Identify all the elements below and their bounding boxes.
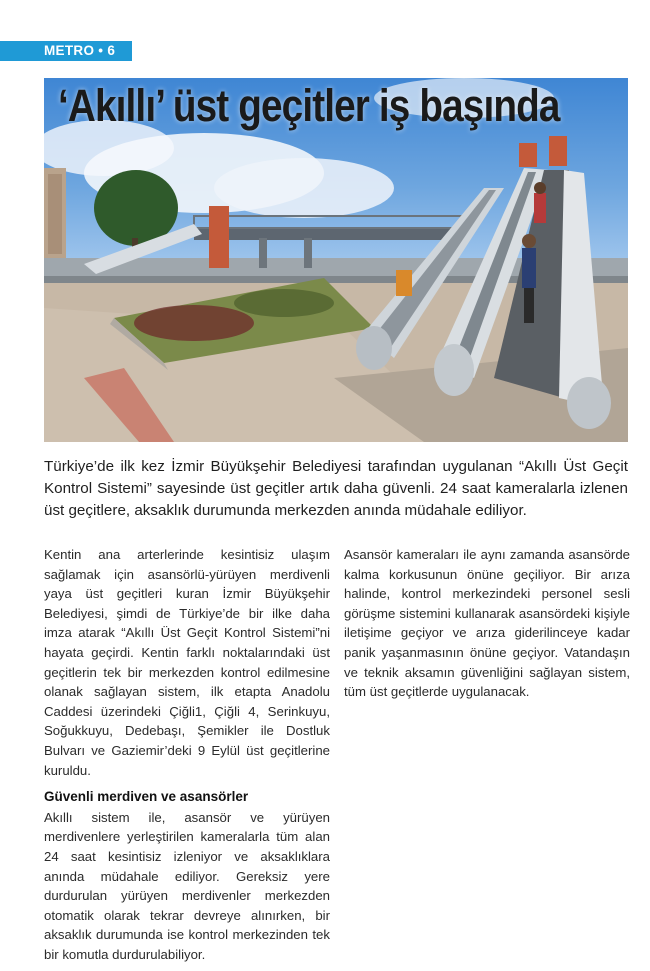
body-column-left <box>44 545 330 971</box>
body-paragraph-3: Asansör kameraları ile aynı zamanda asansörde kalma korkusunun önüne geçiliyor. Bir arıza halinde, kontrol merkezindeki personel sesli görüşme sistemini kullanarak asansördeki kişiyle iletişime geçiyor ve arıza giderilinceye kadar panik yaşanmasının önüne geçiyor. Vatandaşın ve teknik aksamın güvenliğini sağlayan sistem, tüm üst geçitlerde uygulanacak. <box>344 547 630 700</box>
body-column-right <box>344 545 630 709</box>
lead-paragraph: Türkiye’de ilk kez İzmir Büyükşehir Belediyesi tarafından uygulanan “Akıllı Üst Geçit Kontrol Sistemi” sayesinde üst geçitler artık daha güvenli. 24 saat kameralarla izlenen üst geçitlere, aksaklık durumunda merkezden anında müdahale ediliyor. <box>44 458 628 519</box>
body-paragraph-1: Kentin ana arterlerinde kesintisiz ulaşım sağlamak için asansörlü-yürüyen merdivenli yaya üst geçitleri kuran İzmir Büyükşehir Belediyesi, şimdi de Türkiye’de bir ilke daha imza atarak “Akıllı Üst Geçit Kontrol Sistemi”ni hayata geçirdi. Kentin farklı noktalarındaki üst geçitlerin tek bir merkezden kontrol edilmesine olanak sağlayan sistem, ilk etapta Anadolu Caddesi üzerindeki Çiğli1, Çiğli 4, Serinkuyu, Soğukkuyu, Dedebaşı, Şemikler ile Dostluk Bulvarı ve Gaziemir’deki 9 Eylül üst geçitlerine kuruldu. <box>44 547 330 778</box>
headline: ‘Akıllı’ üst geçitler iş başında <box>58 80 560 131</box>
body-paragraph-2: Akıllı sistem ile, asansör ve yürüyen merdivenlere yerleştirilen kameralarla tüm alan 24 saat kesintisiz izleniyor ve aksaklıklara anında müdahale ediliyor. Gereksiz yere durdurulan yürüyen merdivenler merkezden otomatik olarak tekrar devreye alınırken, bir aksaklık durumunda ise kontrol merkezinden tek bir komutla durdurulabiliyor. <box>44 809 330 962</box>
escalator-photo <box>44 78 628 442</box>
section-tag: METRO • 6 <box>0 41 132 61</box>
subheading: Güvenli merdiven ve asansörler <box>44 789 249 805</box>
escalator-illustration <box>44 78 628 442</box>
